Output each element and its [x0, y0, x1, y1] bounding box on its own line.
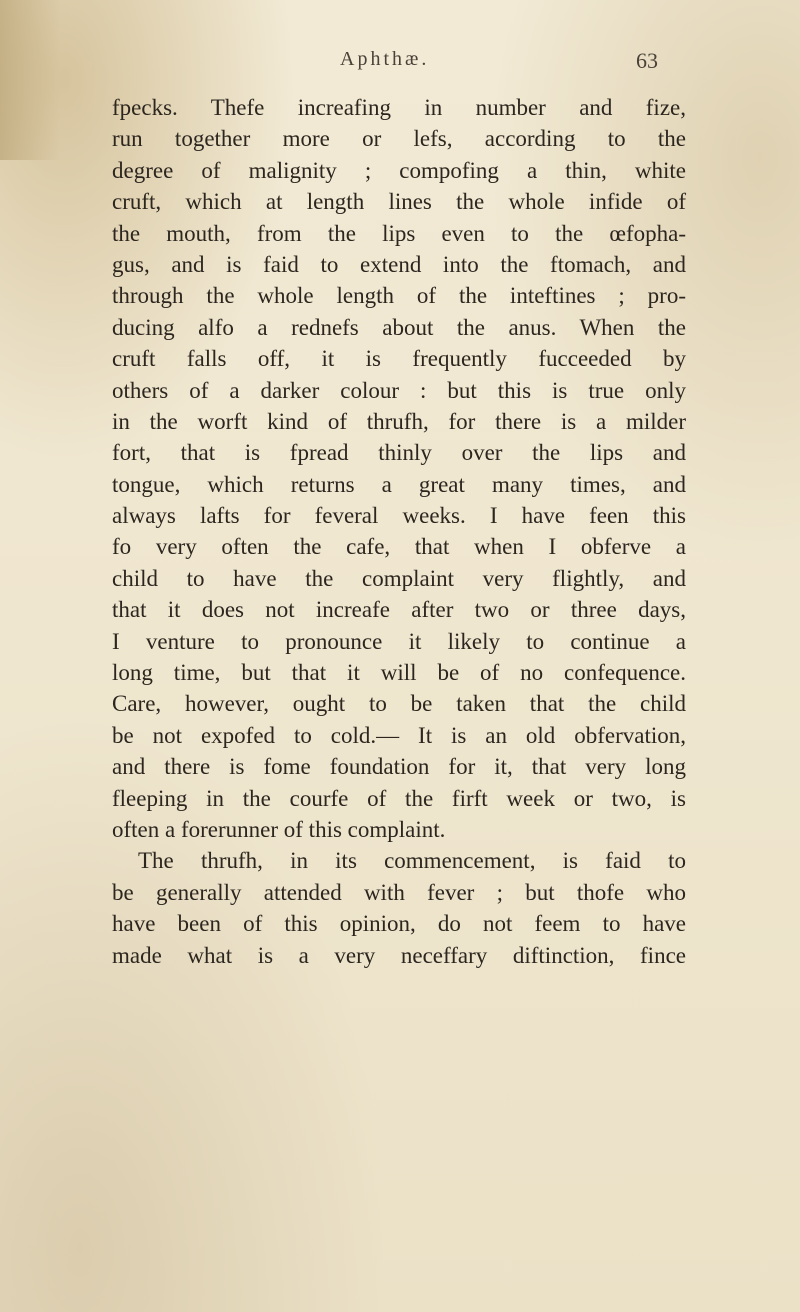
text-line: ducing alfo a rednefs about the anus. When the — [112, 314, 686, 340]
text-line: always lafts for feveral weeks. I have feen this — [112, 503, 686, 529]
text-line: gus, and is faid to extend into the ftomach, and — [112, 251, 686, 277]
text-line: Care, however, ought to be taken that the child — [112, 691, 686, 717]
text-line: I venture to pronounce it likely to continue a — [112, 628, 686, 654]
text-line: often a forerunner of this complaint. — [112, 816, 446, 842]
text-line: have been of this opinion, do not feem to have — [112, 911, 686, 937]
text-line: fpecks. Thefe increafing in number and fize, — [112, 95, 686, 120]
text-line: tongue, which returns a great many times, and — [112, 471, 686, 497]
text-line: fort, that is fpread thinly over the lips and — [112, 440, 686, 466]
text-line: the mouth, from the lips even to the œfopha- — [112, 220, 686, 246]
text-line: in the worft kind of thrufh, for there is a milder — [112, 408, 686, 434]
page-number: 63 — [636, 48, 658, 73]
text-line: long time, but that it will be of no confequence. — [112, 660, 686, 686]
text-line: cruft falls off, it is frequently fucceeded by — [112, 346, 686, 372]
text-line: fleeping in the courfe of the firft week or two, is — [112, 785, 686, 811]
text-line: child to have the complaint very flightly, and — [112, 565, 686, 591]
body-text — [112, 92, 686, 971]
text-line: fo very often the cafe, that when I obferve a — [112, 534, 686, 560]
text-line: and there is fome foundation for it, that very long — [112, 754, 686, 780]
text-line: The thrufh, in its commencement, is faid to — [138, 848, 686, 874]
text-line: be not expofed to cold.— It is an old obfervation, — [112, 722, 686, 748]
text-line: made what is a very neceffary diftinction, fince — [112, 942, 686, 968]
text-line: run together more or lefs, according to the — [112, 126, 686, 152]
text-line: cruft, which at length lines the whole infide of — [112, 189, 686, 215]
running-head-title: Aphthæ. — [340, 48, 430, 70]
text-line: be generally attended with fever ; but thofe who — [112, 879, 686, 905]
text-line: degree of malignity ; compofing a thin, white — [112, 157, 686, 183]
text-line: through the whole length of the inteftines ; pro- — [112, 283, 686, 309]
text-line: others of a darker colour : but this is true only — [112, 377, 686, 403]
text-line: that it does not increafe after two or three days, — [112, 597, 686, 623]
running-head — [0, 48, 800, 88]
